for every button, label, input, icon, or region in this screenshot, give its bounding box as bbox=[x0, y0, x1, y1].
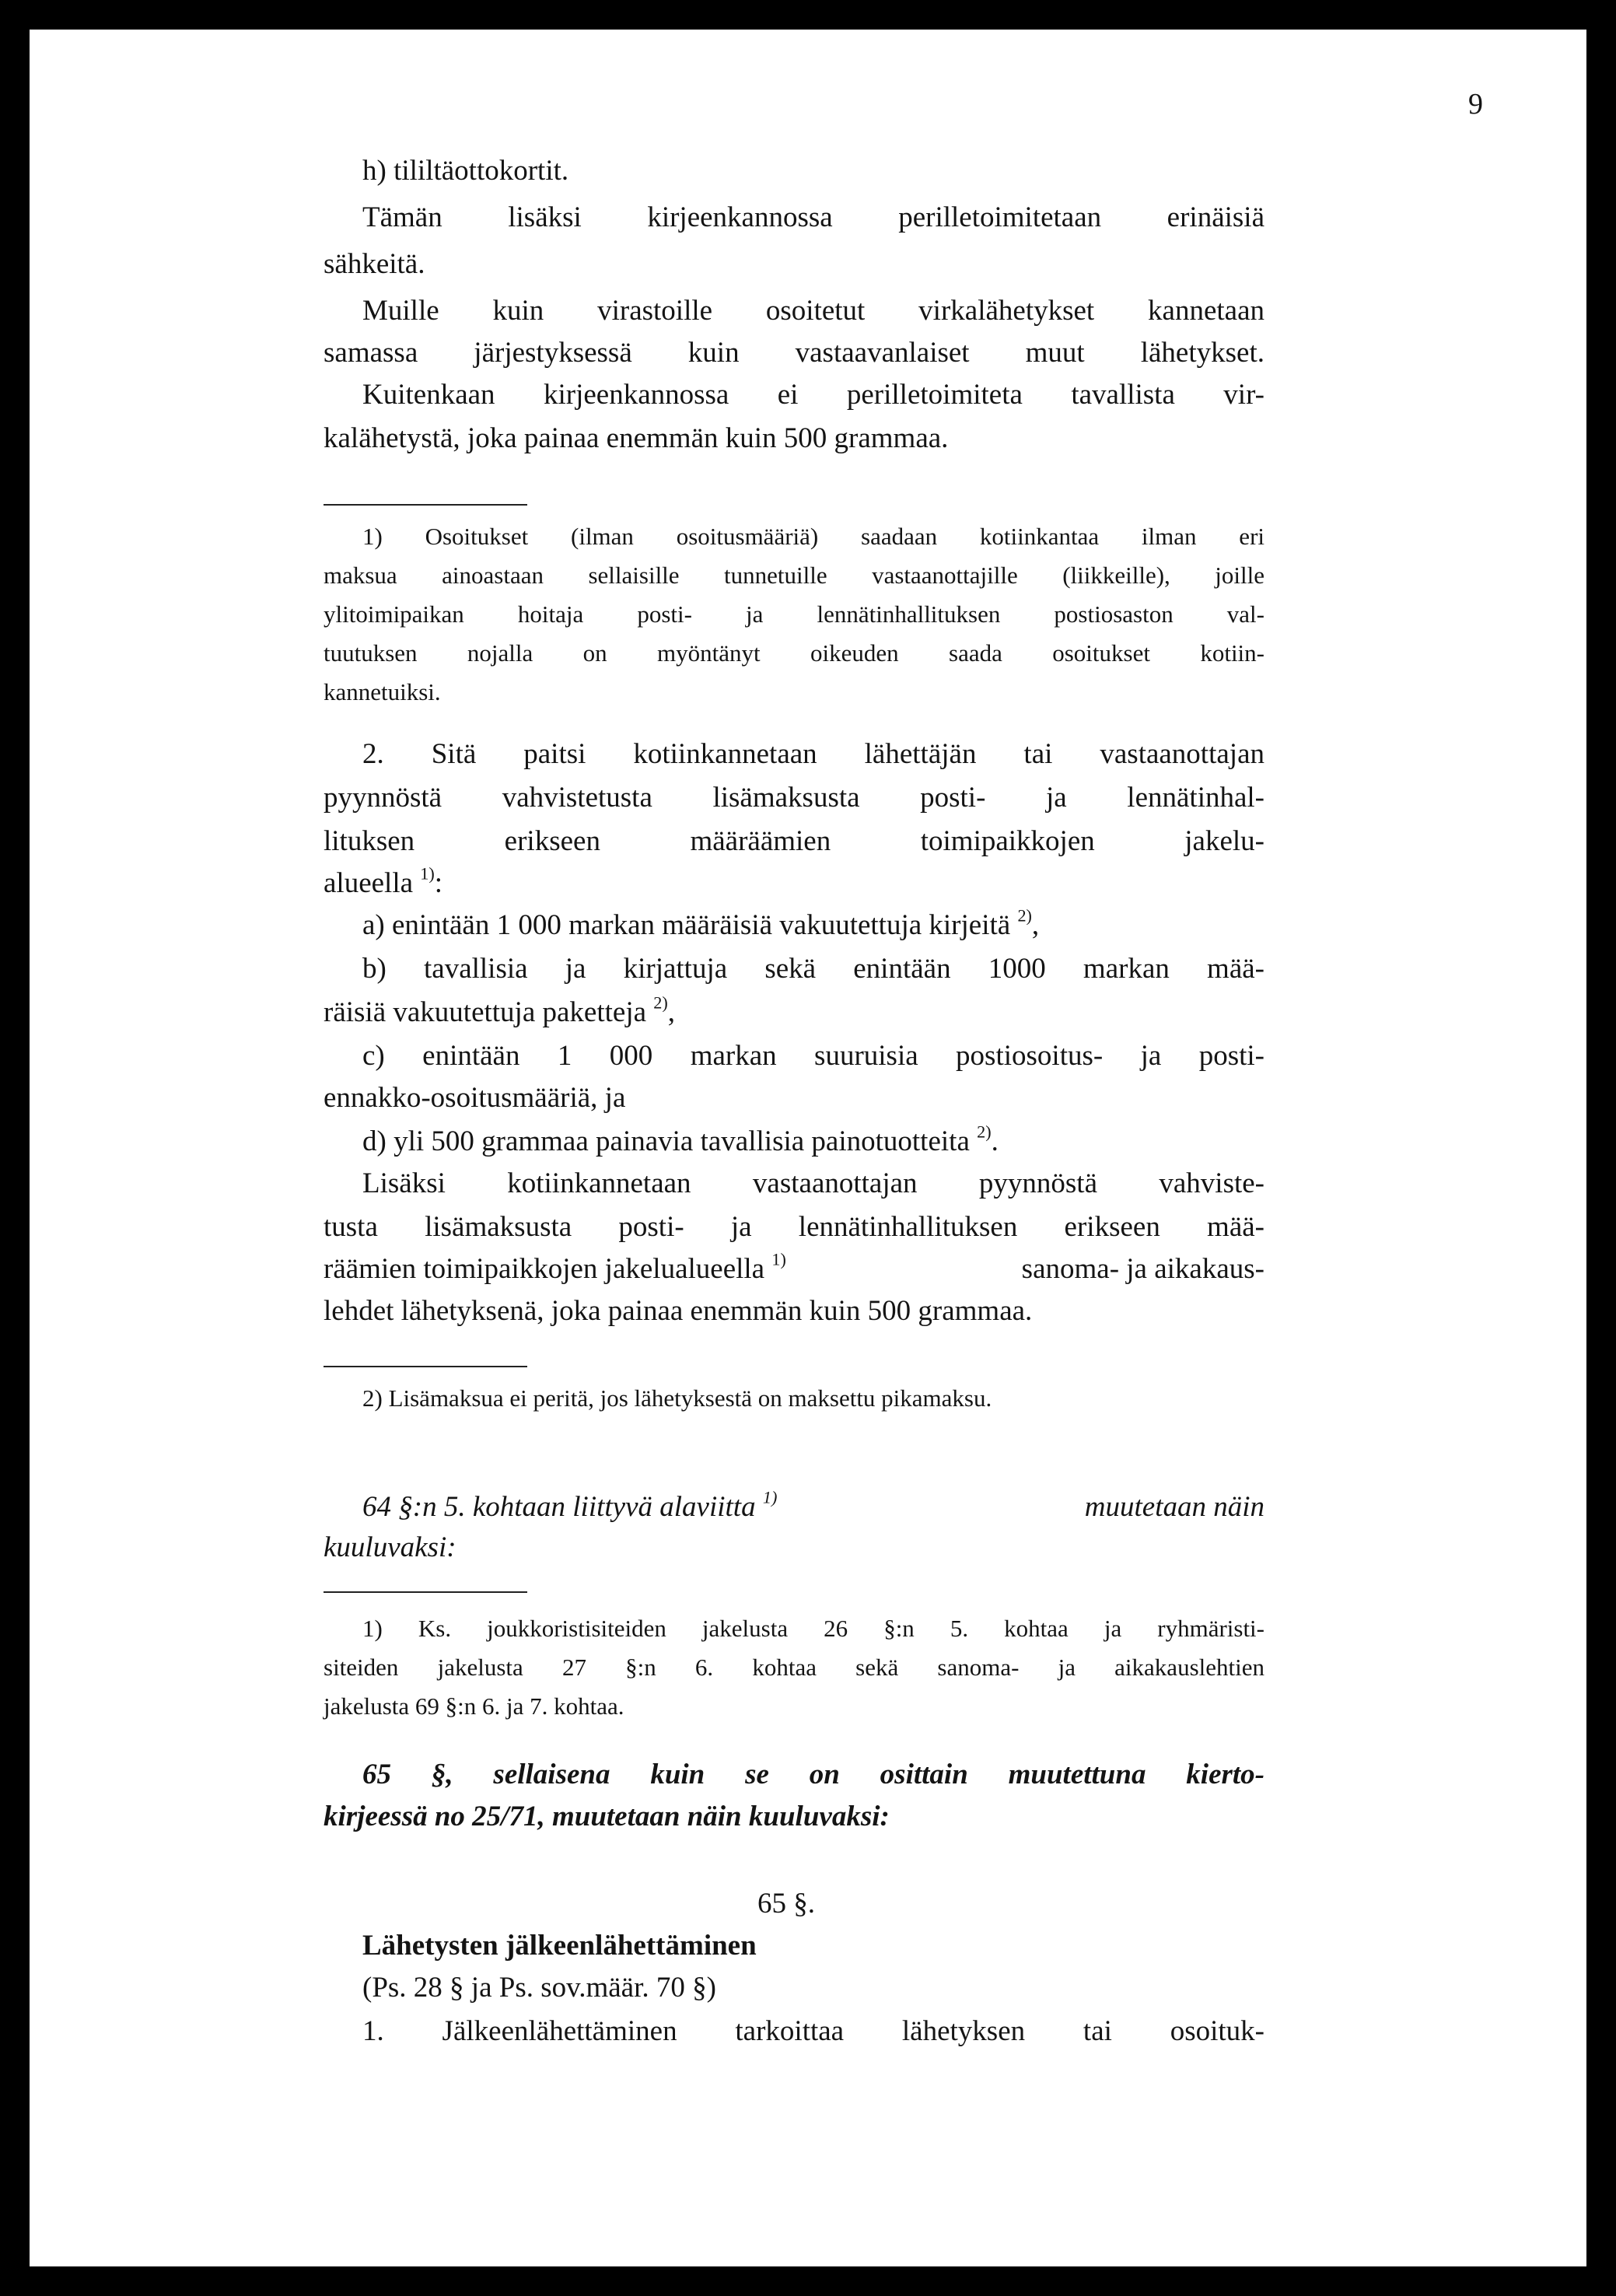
footnote-ref: 2) bbox=[977, 1122, 992, 1142]
footnote-line: 1) Osoitukset (ilman osoitusmääriä) saadaan kotiinkantaa ilman eri bbox=[362, 523, 1264, 550]
text-span: räisiä vakuutettuja paketteja bbox=[324, 996, 647, 1028]
footnote-ref: 2) bbox=[1017, 905, 1032, 926]
text-line: sähkeitä. bbox=[324, 248, 425, 280]
footnote-line: maksua ainoastaan sellaisille tunnetuille vastaanottajille (liikkeille), joille bbox=[324, 562, 1264, 589]
text-line bbox=[324, 863, 443, 900]
footnote-ref: 2) bbox=[653, 992, 668, 1013]
section-reference: (Ps. 28 § ja Ps. sov.määr. 70 §) bbox=[362, 1972, 716, 2004]
text-line: Tämän lisäksi kirjeenkannossa perilletoimitetaan erinäisiä bbox=[362, 201, 1264, 233]
text-span: a) enintään 1 000 markan määräisiä vakuutettuja kirjeitä bbox=[362, 909, 1011, 941]
amendment-instruction: kuuluvaksi: bbox=[324, 1531, 456, 1563]
text-line: lituksen erikseen määräämien toimipaikkojen jakelu- bbox=[324, 825, 1264, 857]
text-span: 64 §:n 5. kohtaan liittyvä alaviitta bbox=[362, 1491, 756, 1523]
footnote-ref: 1) bbox=[771, 1249, 786, 1269]
scan-border-left bbox=[0, 0, 30, 2296]
text-span bbox=[324, 1249, 786, 1286]
page-number: 9 bbox=[1468, 88, 1483, 121]
text-line bbox=[324, 1249, 1264, 1286]
footnote-ref: 1) bbox=[762, 1487, 778, 1507]
list-item-c: c) enintään 1 000 markan suuruisia postiosoitus- ja posti- bbox=[362, 1040, 1264, 1072]
text-span: sanoma- ja aikakaus- bbox=[1021, 1253, 1264, 1285]
text-line: Lisäksi kotiinkannetaan vastaanottajan pyynnöstä vahviste- bbox=[362, 1167, 1264, 1199]
text-span bbox=[362, 1487, 778, 1524]
text-line: ennakko-osoitusmääriä, ja bbox=[324, 1082, 626, 1114]
text-line: h) tililtäottokortit. bbox=[362, 155, 569, 187]
text-span: räämien toimipaikkojen jakelualueella bbox=[324, 1253, 765, 1285]
footnote-line: siteiden jakelusta 27 §:n 6. kohtaa sekä sanoma- ja aikakauslehtien bbox=[324, 1654, 1264, 1681]
scan-border-right bbox=[1586, 0, 1616, 2296]
text-line: 2. Sitä paitsi kotiinkannetaan lähettäjän tai vastaanottajan bbox=[362, 738, 1264, 770]
text-line: lehdet lähetyksenä, joka painaa enemmän kuin 500 grammaa. bbox=[324, 1295, 1033, 1327]
footnote-line: 1) Ks. joukkoristisiteiden jakelusta 26 §:n 5. kohtaa ja ryhmäristi- bbox=[362, 1615, 1264, 1642]
footnote-line: tuutuksen nojalla on myöntänyt oikeuden saada osoitukset kotiin- bbox=[324, 639, 1264, 667]
footnote-line: ylitoimipaikan hoitaja posti- ja lennätinhallituksen postiosaston val- bbox=[324, 600, 1264, 628]
footnote-line: kannetuiksi. bbox=[324, 678, 441, 705]
text-span: , bbox=[1031, 909, 1040, 941]
list-item-a bbox=[362, 905, 1040, 942]
text-span: muutetaan näin bbox=[1084, 1491, 1264, 1523]
text-line: 1. Jälkeenlähettäminen tarkoittaa lähetyksen tai osoituk- bbox=[362, 2015, 1264, 2047]
text-span: d) yli 500 grammaa painavia tavallisia painotuotteita bbox=[362, 1125, 970, 1157]
text-line: kalähetystä, joka painaa enemmän kuin 500 grammaa. bbox=[324, 422, 949, 454]
amendment-instruction: kirjeessä no 25/71, muutetaan näin kuuluvaksi: bbox=[324, 1801, 890, 1832]
text-span: . bbox=[991, 1125, 999, 1157]
amendment-instruction: 65 §, sellaisena kuin se on osittain muutettuna kierto- bbox=[362, 1759, 1264, 1790]
text-line: pyynnöstä vahvistetusta lisämaksusta posti- ja lennätinhal- bbox=[324, 782, 1264, 814]
text-span: , bbox=[667, 996, 676, 1028]
text-span: : bbox=[434, 867, 443, 899]
section-number: 65 §. bbox=[757, 1888, 815, 1920]
text-line: Kuitenkaan kirjeenkannossa ei perilletoimiteta tavallista vir- bbox=[362, 379, 1264, 411]
footnote-separator bbox=[324, 1366, 527, 1367]
footnote-line: 2) Lisämaksua ei peritä, jos lähetyksestä on maksettu pikamaksu. bbox=[362, 1384, 992, 1412]
footnote-separator bbox=[324, 504, 527, 506]
footnote-separator bbox=[324, 1591, 527, 1593]
text-line: Muille kuin virastoille osoitetut virkalähetykset kannetaan bbox=[362, 295, 1264, 327]
footnote-line: jakelusta 69 §:n 6. ja 7. kohtaa. bbox=[324, 1692, 624, 1720]
footnote-ref: 1) bbox=[420, 863, 435, 884]
scan-border-top bbox=[0, 0, 1616, 30]
text-span: alueella bbox=[324, 867, 414, 899]
text-line: tusta lisämaksusta posti- ja lennätinhallituksen erikseen mää- bbox=[324, 1211, 1264, 1243]
section-heading: Lähetysten jälkeenlähettäminen bbox=[362, 1930, 757, 1962]
list-item-b: b) tavallisia ja kirjattuja sekä enintään 1000 markan mää- bbox=[362, 953, 1264, 985]
text-line bbox=[324, 992, 676, 1029]
amendment-instruction bbox=[362, 1487, 1264, 1524]
list-item-d bbox=[362, 1122, 999, 1158]
scan-border-bottom bbox=[0, 2266, 1616, 2296]
text-line: samassa järjestyksessä kuin vastaavanlaiset muut lähetykset. bbox=[324, 337, 1264, 369]
